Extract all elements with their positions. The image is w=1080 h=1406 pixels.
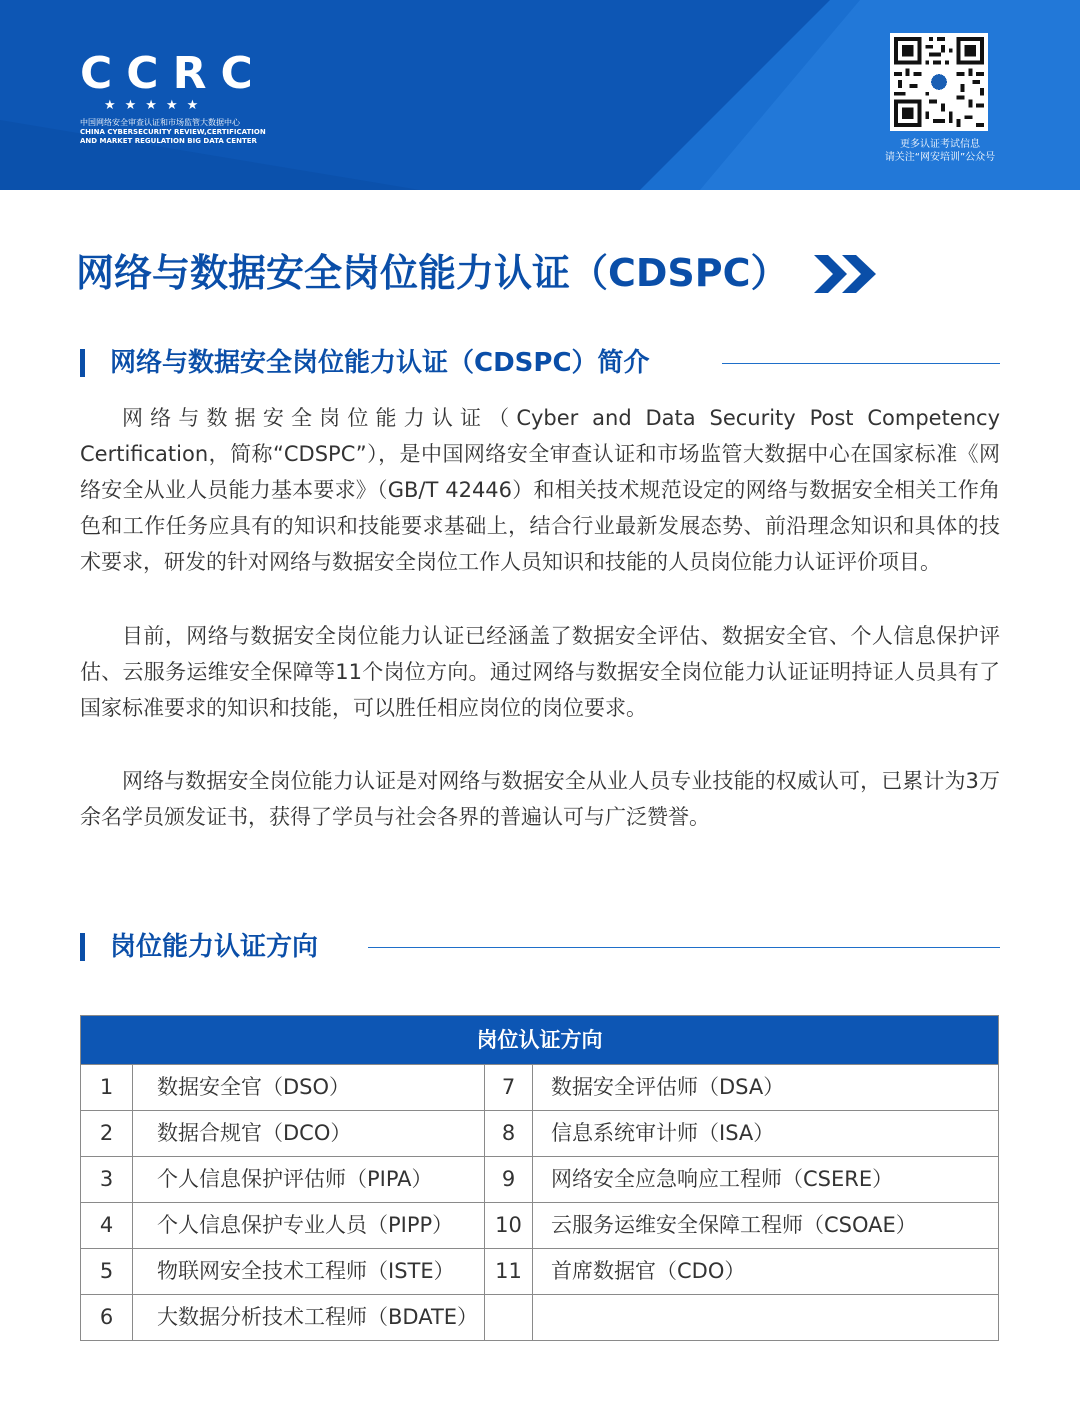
table-header: 岗位认证方向 bbox=[81, 1016, 998, 1064]
qr-caption-line1: 更多认证考试信息 bbox=[900, 139, 980, 150]
position-name: 个人信息保护专业人员（PIPP） bbox=[133, 1203, 485, 1248]
row-number: 5 bbox=[81, 1249, 133, 1294]
position-name: 大数据分析技术工程师（BDATE） bbox=[133, 1295, 485, 1340]
row-number: 10 bbox=[485, 1203, 533, 1248]
double-chevron-icon bbox=[814, 255, 880, 293]
position-name: 数据安全评估师（DSA） bbox=[551, 1075, 785, 1099]
ccrc-logo bbox=[80, 48, 280, 146]
position-name bbox=[533, 1295, 998, 1340]
row-number: 3 bbox=[81, 1157, 133, 1202]
directions-section-header bbox=[80, 930, 1000, 966]
row-number: 4 bbox=[81, 1203, 133, 1248]
section-divider bbox=[368, 947, 1000, 948]
intro-paragraph-1: 网络与数据安全岗位能力认证（Cyber and Data Security Post Competency Certification，简称“CDSPC”），是中国网络安全审查认证和市场监管大数据中心在国家标准《网络安全从业人员能力基本要求》（GB/T 42446）和相关技术规范设定的网络与数据安全相关工作角色和工作任务应具有的知识和技能要求基础上，结合行业最新发展态势、前沿理念知识和具体的技术要求，研发的针对网络与数据安全岗位工作人员知识和技能的人员岗位能力认证评价项目。 bbox=[80, 406, 1000, 574]
row-number bbox=[485, 1295, 533, 1340]
logo-stars: ★★★★★ bbox=[104, 98, 208, 113]
section-divider bbox=[722, 363, 1000, 364]
table-row bbox=[81, 1156, 998, 1202]
table-row bbox=[81, 1294, 998, 1340]
row-number: 1 bbox=[81, 1065, 133, 1110]
directions-table bbox=[80, 1015, 999, 1341]
logo-cn-name: 中国网络安全审查认证和市场监管大数据中心 bbox=[80, 118, 240, 127]
directions-section-title: 岗位能力认证方向 bbox=[110, 932, 319, 962]
row-number: 6 bbox=[81, 1295, 133, 1340]
position-name: 个人信息保护评估师（PIPA） bbox=[133, 1157, 485, 1202]
page-title: 网络与数据安全岗位能力认证（CDSPC） bbox=[76, 251, 789, 295]
row-number: 2 bbox=[81, 1111, 133, 1156]
header-banner bbox=[0, 0, 1080, 190]
row-number: 8 bbox=[485, 1111, 533, 1156]
row-number: 9 bbox=[485, 1157, 533, 1202]
intro-section-title: 网络与数据安全岗位能力认证（CDSPC）简介 bbox=[110, 348, 650, 378]
logo-wordmark: CCRC bbox=[80, 48, 267, 99]
intro-paragraph-2: 目前，网络与数据安全岗位能力认证已经涵盖了数据安全评估、数据安全官、个人信息保护评估、云服务运维安全保障等11个岗位方向。通过网络与数据安全岗位能力认证证明持证人员具有了国家标准要求的知识和技能，可以胜任相应岗位的岗位要求。 bbox=[80, 624, 1000, 720]
position-name: 网络安全应急响应工程师（CSERE） bbox=[551, 1167, 894, 1191]
qr-caption bbox=[850, 138, 1030, 164]
table-row bbox=[81, 1064, 998, 1110]
section-bar bbox=[80, 349, 85, 377]
position-name: 数据合规官（DCO） bbox=[133, 1111, 485, 1156]
position-name: 信息系统审计师（ISA） bbox=[551, 1121, 775, 1145]
table-row bbox=[81, 1248, 998, 1294]
logo-en-name: CHINA CYBERSECURITY REVIEW,CERTIFICATION AND MARKET REGULATION BIG DATA CENTER bbox=[80, 128, 266, 145]
position-name: 云服务运维安全保障工程师（CSOAE） bbox=[551, 1213, 917, 1237]
position-name: 物联网安全技术工程师（ISTE） bbox=[133, 1249, 485, 1294]
table-row bbox=[81, 1110, 998, 1156]
intro-section-header bbox=[80, 346, 1000, 382]
qr-code bbox=[890, 33, 988, 131]
position-name: 数据安全官（DSO） bbox=[133, 1065, 485, 1110]
section-bar bbox=[80, 933, 85, 961]
qr-caption-line2: 请关注“网安培训”公众号 bbox=[884, 152, 996, 163]
row-number: 7 bbox=[485, 1065, 533, 1110]
intro-paragraph-3: 网络与数据安全岗位能力认证是对网络与数据安全从业人员专业技能的权威认可，已累计为3万余名学员颁发证书，获得了学员与社会各界的普遍认可与广泛赞誉。 bbox=[80, 769, 1000, 829]
row-number: 11 bbox=[485, 1249, 533, 1294]
qr-code-icon bbox=[890, 33, 988, 131]
position-name: 首席数据官（CDO） bbox=[551, 1259, 746, 1283]
table-row bbox=[81, 1202, 998, 1248]
